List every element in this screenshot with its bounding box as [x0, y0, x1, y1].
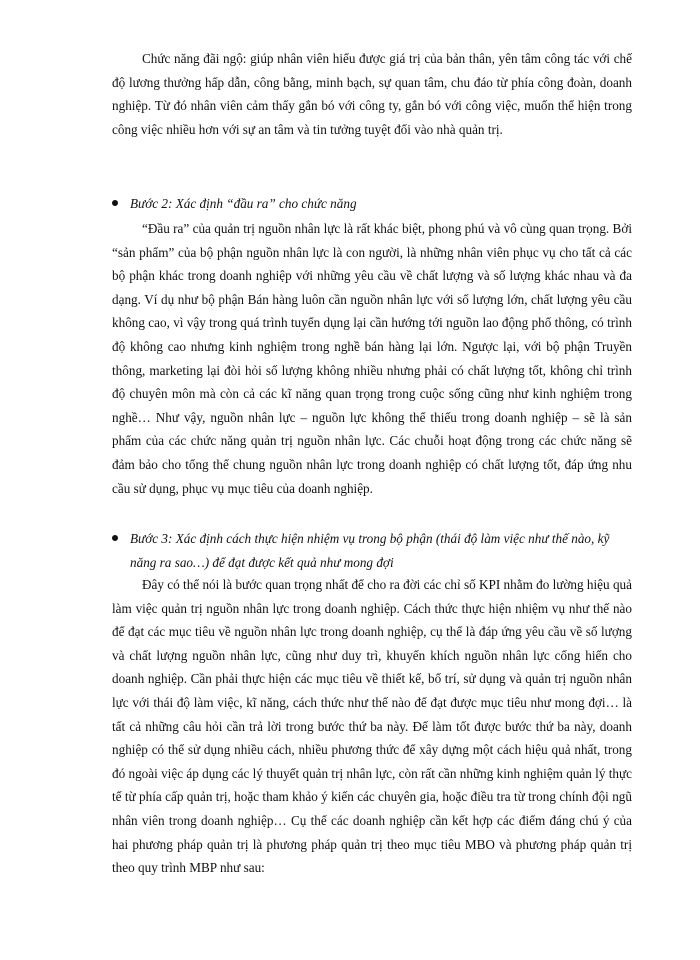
paragraph-method — [112, 573, 632, 880]
bullet-icon — [112, 200, 118, 206]
bullet-icon — [112, 535, 118, 541]
step-2-heading: Bước 2: Xác định “đầu ra” cho chức năng — [130, 196, 357, 211]
paragraph-output — [112, 217, 632, 500]
step-3-heading: Bước 3: Xác định cách thực hiện nhiệm vụ trong bộ phận (thái độ làm việc như thế nào, kỹ năng ra sao…) để đạt được kết quả như mong đợi — [130, 531, 610, 570]
bullet-step-3 — [112, 527, 632, 574]
bullet-step-2 — [112, 192, 632, 216]
paragraph-text: Đây có thể nói là bước quan trọng nhất để cho ra đời các chỉ số KPI nhằm đo lường hiệu quả làm việc quản trị nguồn nhân lực trong doanh nghiệp. Cách thức thực hiện nhiệm vụ như thế nào để đạt các mục tiêu về nguồn nhân lực trong doanh nghiệp, cụ thể là đáp ứng yêu cầu về số lượng và chất lượng nguồn nhân lực, cũng như duy trì, khuyến khích nguồn nhân lực cống hiến cho doanh nghiệp. Cần phải thực hiện các mục tiêu về thiết kế, bố trí, sử dụng và quản trị nguồn nhân lực với thái độ làm việc, kĩ năng, cách thức như thế nào để đạt được mục tiêu như mong đợi… là tất cả những câu hỏi cần trả lời trong bước thứ ba này. Để làm tốt được bước thứ ba này, doanh nghiệp có thể sử dụng nhiều cách, nhiều phương thức để xây dựng một cách hiệu quả nhất, trong đó ngoài việc áp dụng các lý thuyết quản trị nhân lực, còn rất cần những kinh nghiệm quản lý thực tế từ phía cấp quản trị, hoặc tham khảo ý kiến các chuyên gia, hoặc điều tra từ trong chính đội ngũ nhân viên trong doanh nghiệp… Cụ thể các doanh nghiệp cần kết hợp các điểm đáng chú ý của hai phương pháp quản trị là phương pháp quản trị theo mục tiêu MBO và phương pháp quản trị theo quy trình MBP như sau: — [112, 577, 632, 876]
paragraph-text: Chức năng đãi ngộ: giúp nhân viên hiểu được giá trị của bản thân, yên tâm công tác với chế độ lương thưởng hấp dẫn, công bằng, minh bạch, sự quan tâm, chu đáo từ phía công đoàn, doanh nghiệp. Từ đó nhân viên cảm thấy gắn bó với công ty, gắn bó với công việc, muốn thể hiện trong công việc nhiều hơn với sự an tâm và tin tưởng tuyệt đối vào nhà quản trị. — [112, 51, 632, 137]
paragraph-compensation-function — [112, 47, 632, 141]
paragraph-text: “Đầu ra” của quản trị nguồn nhân lực là rất khác biệt, phong phú và vô cùng quan trọng. Bởi “sản phẩm” của bộ phận nguồn nhân lực là con người, là những nhân viên phục vụ cho tất cả các bộ phận khác trong doanh nghiệp với những yêu cầu về chất lượng và số lượng khác nhau và đa dạng. Ví dụ như bộ phận Bán hàng luôn cần nguồn nhân lực với số lượng lớn, chất lượng yêu cầu không cao, vì vậy trong quá trình tuyển dụng lại cần hướng tới nguồn lao động phổ thông, có trình độ không cao nhưng kinh nghiệm trong nghề bán hàng lại lớn. Ngược lại, với bộ phận Truyền thông, marketing lại đòi hỏi số lượng không nhiều nhưng phải có chất lượng tốt, không chỉ trình độ chuyên môn mà còn cả các kĩ năng quan trọng trong cuộc sống cũng như kinh nghiệm trong nghề… Như vậy, nguồn nhân lực – nguồn lực không thể thiếu trong doanh nghiệp – sẽ là sản phẩm của các chức năng quản trị nguồn nhân lực. Các chuỗi hoạt động trong các chức năng sẽ đảm bảo cho tổng thể chung nguồn nhân lực trong doanh nghiệp có chất lượng tốt, đáp ứng nhu cầu sử dụng, phục vụ mục tiêu của doanh nghiệp. — [112, 221, 632, 496]
